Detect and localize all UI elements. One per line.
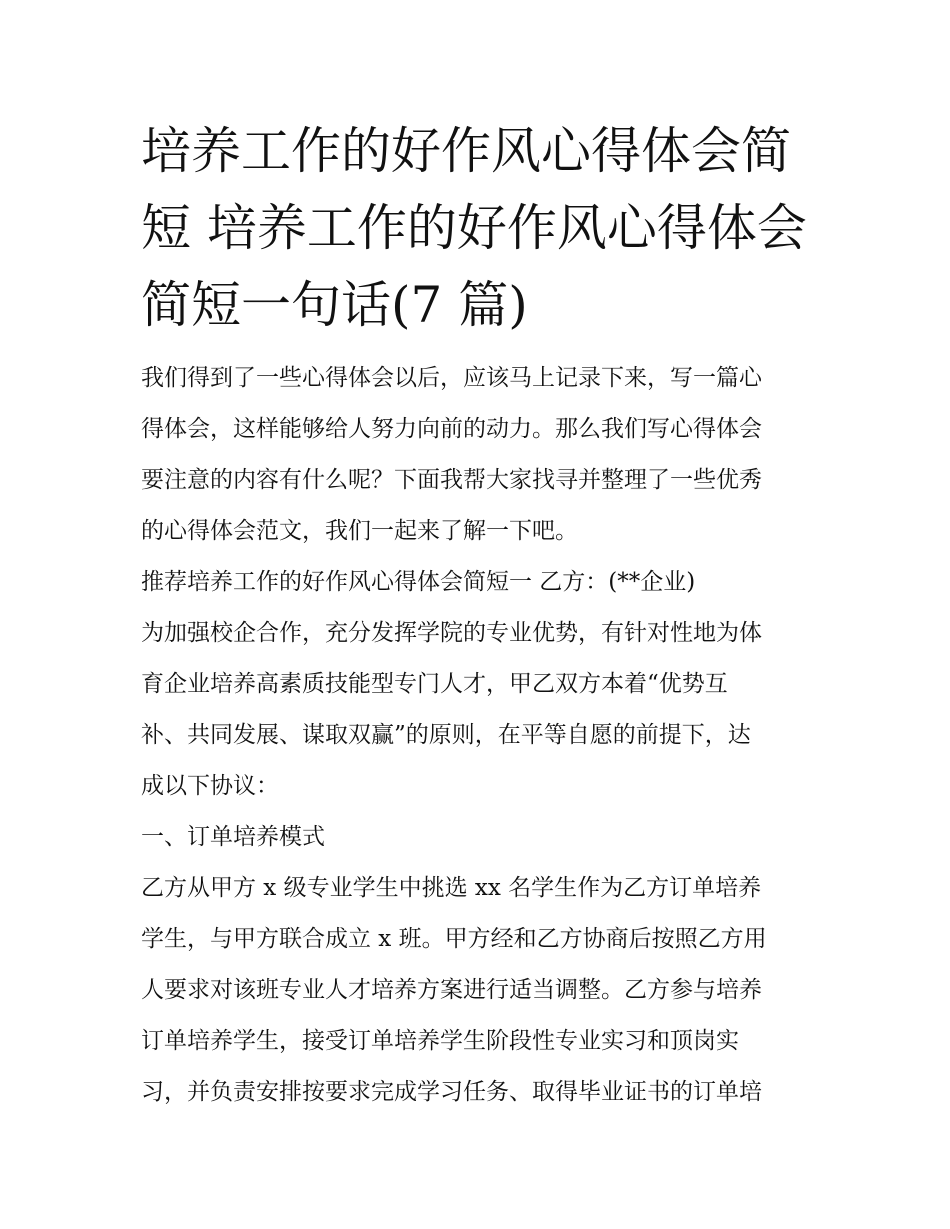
text-line: 的心得体会范文，我们一起来了解一下吧。 xyxy=(141,518,578,544)
text-line: 人要求对该班专业人才培养方案进行适当调整。乙方参与培养 xyxy=(141,977,762,1003)
text-line: 订单培养学生，接受订单培养学生阶段性专业实习和顶岗实 xyxy=(141,1028,739,1054)
paragraph-section-heading xyxy=(141,557,813,608)
title-line-3: 简短一句话(7 篇) xyxy=(141,276,528,334)
text-line: 补、共同发展、谋取双赢”的原则，在平等自愿的前提下，达 xyxy=(141,722,751,748)
text-line: 成以下协议： xyxy=(141,773,279,799)
title-line-1: 培养工作的好作风心得体会简 xyxy=(141,122,791,180)
text-line: 为加强校企合作，充分发挥学院的专业优势，有针对性地为体 xyxy=(141,620,762,646)
text-line: 推荐培养工作的好作风心得体会简短一 乙方：(**企业) xyxy=(141,569,696,595)
paragraph-order-training xyxy=(141,863,813,1118)
title-line-2: 短 培养工作的好作风心得体会 xyxy=(141,199,807,257)
text-line: 习，并负责安排按要求完成学习任务、取得毕业证书的订单培 xyxy=(141,1079,762,1105)
text-line: 乙方从甲方 x 级专业学生中挑选 xx 名学生作为乙方订单培养 xyxy=(141,875,762,901)
document-title xyxy=(141,113,813,344)
paragraph-intro xyxy=(141,353,813,557)
text-line: 要注意的内容有什么呢？下面我帮大家找寻并整理了一些优秀 xyxy=(141,467,762,493)
text-line: 我们得到了一些心得体会以后，应该马上记录下来，写一篇心 xyxy=(141,365,762,391)
text-line: 得体会，这样能够给人努力向前的动力。那么我们写心得体会 xyxy=(141,416,762,442)
text-line: 学生，与甲方联合成立 x 班。甲方经和乙方协商后按照乙方用 xyxy=(141,926,767,952)
document-body xyxy=(141,353,813,1118)
text-line: 育企业培养高素质技能型专门人才，甲乙双方本着“优势互 xyxy=(141,671,728,697)
text-line: 一、订单培养模式 xyxy=(141,824,325,850)
document-page xyxy=(141,113,813,1118)
paragraph-agreement xyxy=(141,608,813,812)
paragraph-subheading xyxy=(141,812,813,863)
